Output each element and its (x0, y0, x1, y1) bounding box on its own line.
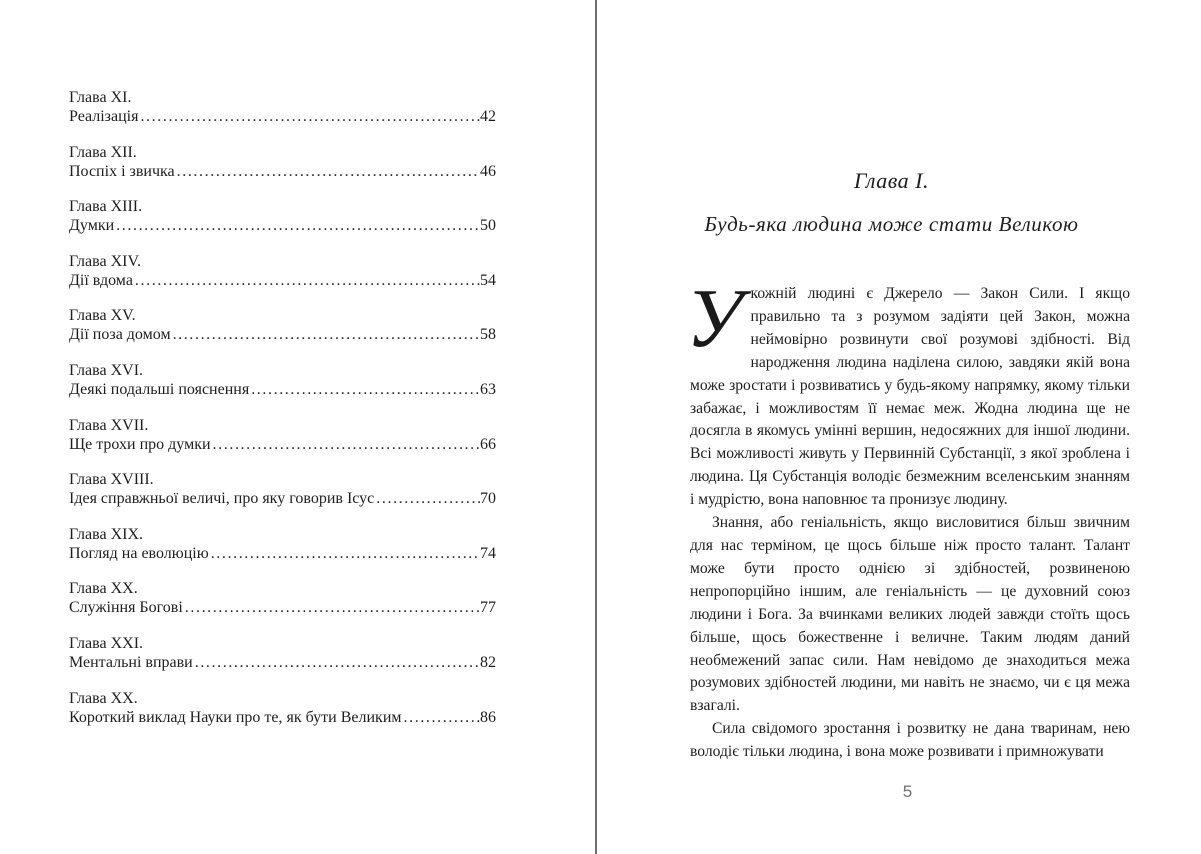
toc-dot-leader (171, 325, 480, 344)
toc-title: Ще трохи про думки (69, 435, 211, 453)
page-number: 5 (902, 782, 913, 801)
toc-dot-leader (374, 489, 480, 508)
toc-chapter-number: Глава XV. (69, 307, 136, 325)
toc-line (69, 653, 496, 672)
toc-page-number: 46 (480, 162, 496, 180)
toc-dot-leader (402, 708, 480, 727)
toc-page-number: 50 (480, 217, 496, 235)
paragraph-text: кожній людині є Джерело — Закон Сили. І якщо правильно та з розумом задіяти цей Закон, можна неймовірно розвинути свої розумові здібності. Від народження людина наділена силою, завдяки якій вона може зростати і розвиватись у будь-якому напрямку, якому тільки забажає, і можливостям її немає меж. Жодна людина ще не досягла в якомусь умінні вершин, недосяжних для іншої людини. Всі можливості живуть у Первинній Субстанції, з якої зроблена і людина. Ця Субстанція володіє безмежним вселенським знанням і мудрістю, вона наповнює та пронизує людину. (690, 285, 1130, 509)
toc-title: Ідея справжньої величі, про яку говорив Ісус (69, 490, 375, 508)
toc-entry[interactable] (69, 361, 496, 416)
toc-entry[interactable] (69, 634, 496, 689)
paragraph (686, 272, 1130, 512)
toc-chapter-number: Глава XXI. (69, 634, 144, 652)
chapter-number-heading: Глава I. (854, 168, 929, 193)
toc-dot-leader (211, 435, 480, 454)
toc-page-number: 42 (480, 108, 496, 125)
toc-page-number: 58 (480, 326, 496, 344)
toc-chapter-number: Глава XVIII. (69, 471, 154, 489)
toc-chapter-number: Глава XIII. (69, 198, 143, 216)
toc-chapter-number: Глава XVII. (69, 416, 149, 434)
page-gutter-divider (595, 0, 597, 854)
chapter-title-heading: Будь-яка людина може стати Великою (704, 212, 1079, 236)
toc-page-number: 77 (480, 599, 496, 617)
toc-entry[interactable] (69, 197, 496, 252)
toc-line (69, 162, 496, 181)
toc-page-number: 70 (480, 490, 496, 508)
toc-dot-leader (133, 271, 480, 290)
toc-chapter-number: Глава XVI. (69, 361, 144, 379)
right-page-chapter (598, 0, 1201, 854)
toc-title: Дії поза домом (69, 326, 171, 344)
toc-title: Ментальні вправи (69, 653, 193, 671)
toc-page-number: 63 (480, 380, 496, 398)
toc-entry[interactable] (69, 470, 496, 525)
toc-title: Служіння Богові (69, 599, 183, 617)
toc-line (69, 435, 496, 454)
toc-line (69, 325, 496, 344)
toc-line (69, 271, 496, 290)
chapter-body-text (686, 272, 1130, 764)
toc-line (69, 380, 496, 399)
toc-entry[interactable] (69, 88, 496, 143)
toc-chapter-number: Глава XIX. (69, 525, 144, 543)
paragraph: Сила свідомого зростання і розвитку не дана тваринам, нею володіє тільки людина, і вона може розвивати і примножувати (690, 720, 1130, 761)
toc-title: Деякі подальші пояснення (69, 380, 250, 398)
toc-dot-leader (114, 216, 480, 235)
toc-title: Погляд на еволюцію (69, 544, 209, 562)
toc-dot-leader (193, 653, 480, 672)
toc-line (69, 489, 496, 508)
toc-dot-leader (175, 162, 480, 181)
toc-entry[interactable] (69, 416, 496, 471)
toc-title: Реалізація (69, 108, 139, 125)
toc-line (69, 544, 496, 563)
toc-title: Дії вдома (69, 271, 133, 289)
toc-entry[interactable] (69, 143, 496, 198)
toc-title: Короткий виклад Науки про те, як бути Великим (69, 708, 402, 726)
toc-line (69, 708, 496, 727)
toc-chapter-number: Глава XI. (69, 89, 132, 106)
toc-page-number: 74 (480, 544, 496, 562)
toc-title: Думки (69, 217, 115, 235)
drop-cap-letter: У (686, 272, 743, 365)
toc-chapter-number: Глава XX. (69, 580, 138, 598)
toc-line (69, 598, 496, 617)
toc-page-number: 66 (480, 435, 496, 453)
toc-page-number: 54 (480, 271, 496, 289)
paragraph: Знання, або геніальність, якщо висловитися більш звичним для нас терміном, це щось більше ніж просто талант. Талант може бути просто однією зі здібностей, розвиненою непропорційно іншим, але геніальність — це духовний союз людини і Бога. За вчинками великих людей завжди стоїть щось більше, щось божественне і величне. Таким людям даний необмежений запас сили. Нам невідомо де знаходиться межа розумових здібностей людини, ми навіть не знаємо, чи є ця межа взагалі. (690, 514, 1130, 715)
toc-entry[interactable] (69, 252, 496, 307)
toc-dot-leader (138, 107, 480, 126)
toc-page-number: 86 (480, 708, 496, 726)
toc-chapter-number: Глава XIV. (69, 252, 141, 270)
toc-chapter-number: Глава XX. (69, 689, 138, 707)
left-page-contents (0, 0, 596, 854)
toc-chapter-number: Глава XII. (69, 143, 137, 161)
toc-entry[interactable] (69, 525, 496, 580)
toc-entry[interactable] (69, 689, 496, 744)
toc-entry[interactable] (69, 579, 496, 634)
toc-line (69, 107, 496, 126)
toc-dot-leader (183, 598, 480, 617)
toc-page-number: 82 (480, 653, 496, 671)
toc-dot-leader (209, 544, 480, 563)
toc-line (69, 216, 496, 235)
toc-entry[interactable] (69, 306, 496, 361)
toc-title: Поспіх і звичка (69, 162, 175, 180)
toc-dot-leader (249, 380, 480, 399)
table-of-contents (69, 88, 496, 743)
